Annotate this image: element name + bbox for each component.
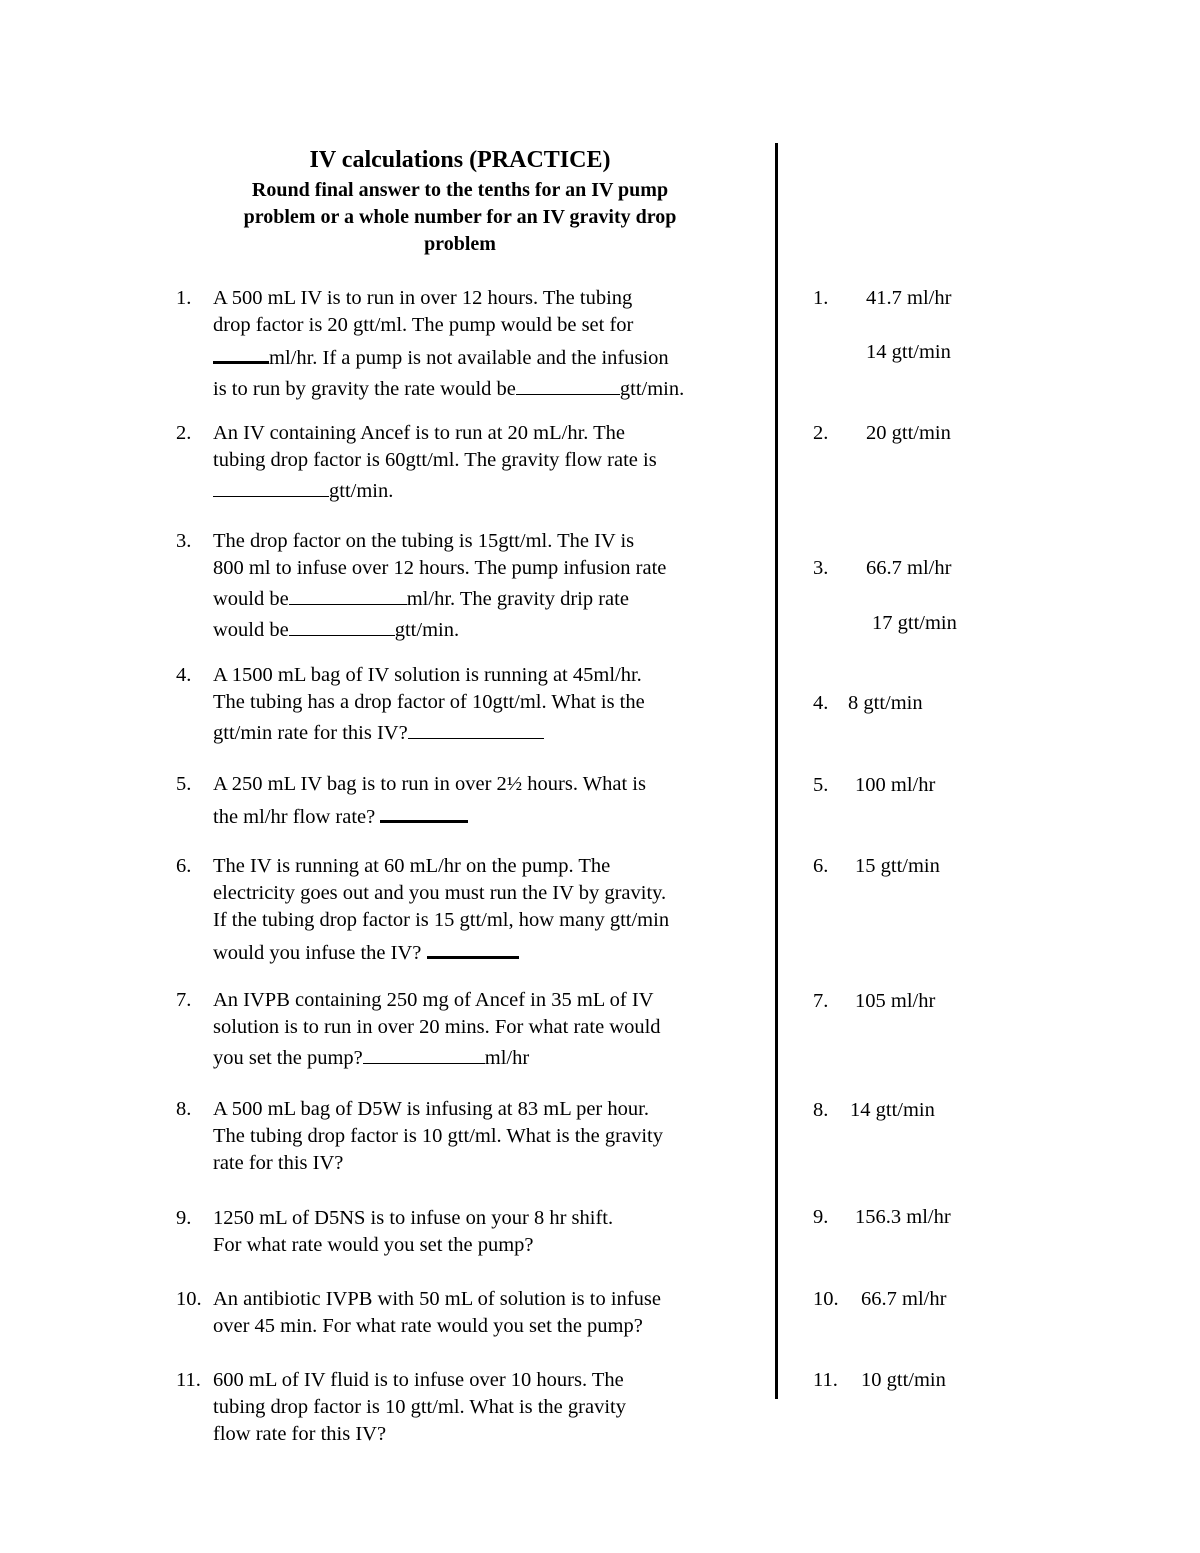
question-text-segment: gtt/min rate for this IV? [213, 722, 408, 744]
answer-value: 14 gtt/min [850, 1099, 935, 1121]
answer-value: 15 gtt/min [855, 855, 940, 877]
answer-value: 20 gtt/min [866, 422, 951, 444]
question-line [213, 372, 773, 403]
question-text-segment: tubing drop factor is 10 gtt/ml. What is the gravity [213, 1396, 626, 1418]
question-text [213, 853, 773, 967]
question-text-segment: gtt/min. [394, 619, 460, 641]
answer-value: 8 gtt/min [848, 692, 923, 714]
question-text-segment: rate for this IV? [213, 1152, 344, 1174]
answer-blank[interactable] [363, 1041, 485, 1064]
answer-value: 105 ml/hr [855, 990, 936, 1012]
question-text-segment: A 500 mL bag of D5W is infusing at 83 mL per hour. [213, 1098, 649, 1120]
answer-value: 14 gtt/min [866, 341, 951, 363]
question-line [213, 582, 773, 613]
question-line [213, 447, 773, 474]
subtitle-line: Round final answer to the tenths for an IV pump [251, 179, 669, 201]
answer-number: 10. [813, 1288, 839, 1310]
question-line [213, 987, 773, 1014]
question-text [213, 771, 773, 831]
question-line [213, 716, 773, 747]
question-text-segment: over 45 min. For what rate would you set the pump? [213, 1315, 643, 1337]
question-line [213, 853, 773, 880]
answer-blank[interactable] [408, 716, 544, 739]
question-text-segment: For what rate would you set the pump? [213, 1234, 534, 1256]
question-text-segment: 600 mL of IV fluid is to infuse over 10 hours. The [213, 1369, 624, 1391]
question-line [213, 1232, 773, 1259]
question-text-segment: The IV is running at 60 mL/hr on the pump. The [213, 855, 611, 877]
question-number: 7. [176, 989, 192, 1011]
answer-number: 11. [813, 1369, 838, 1391]
answer-number: 8. [813, 1099, 829, 1121]
question-text-segment: gtt/min. [619, 378, 685, 400]
question-text-segment: The tubing has a drop factor of 10gtt/ml. What is the [213, 691, 645, 713]
question-text [213, 1367, 773, 1448]
question-text-segment: 800 ml to infuse over 12 hours. The pump infusion rate [213, 557, 667, 579]
question-text [213, 987, 773, 1072]
question-line [213, 285, 773, 312]
page-title: IV calculations (PRACTICE) [309, 147, 611, 173]
question-text-segment: gtt/min. [329, 480, 394, 502]
question-line [213, 1150, 773, 1177]
answer-value: 100 ml/hr [855, 774, 936, 796]
question-text-segment: The tubing drop factor is 10 gtt/ml. What is the gravity [213, 1125, 663, 1147]
answer-blank[interactable] [427, 934, 519, 959]
answer-number: 9. [813, 1206, 829, 1228]
answer-value: 41.7 ml/hr [866, 287, 952, 309]
column-divider [775, 143, 778, 1399]
question-number: 6. [176, 855, 192, 877]
question-text-segment: flow rate for this IV? [213, 1423, 387, 1445]
question-line [213, 1367, 773, 1394]
answer-value: 17 gtt/min [872, 612, 957, 634]
question-text-segment: An IV containing Ancef is to run at 20 mL/hr. The [213, 422, 626, 444]
answer-number: 1. [813, 287, 829, 309]
question-line [213, 1205, 773, 1232]
subtitle-line: problem [424, 233, 496, 255]
question-line [213, 312, 773, 339]
question-line [213, 339, 773, 372]
question-number: 9. [176, 1207, 192, 1229]
question-text [213, 1205, 773, 1259]
question-text-segment: is to run by gravity the rate would be [213, 378, 516, 400]
question-text-segment: A 500 mL IV is to run in over 12 hours. The tubing [213, 287, 633, 309]
question-text [213, 1096, 773, 1177]
question-text-segment: would you infuse the IV? [213, 942, 427, 964]
question-text-segment: solution is to run in over 20 mins. For what rate would [213, 1016, 661, 1038]
question-line [213, 1123, 773, 1150]
worksheet-header [170, 143, 750, 258]
question-text-segment: The drop factor on the tubing is 15gtt/ml. The IV is [213, 530, 635, 552]
question-line [213, 555, 773, 582]
question-line [213, 1096, 773, 1123]
question-line [213, 662, 773, 689]
question-line [213, 1421, 773, 1448]
answer-number: 2. [813, 422, 829, 444]
question-line [213, 880, 773, 907]
answer-blank[interactable] [289, 582, 407, 605]
question-text-segment: ml/hr [484, 1047, 530, 1069]
question-text [213, 662, 773, 747]
question-text-segment: A 250 mL IV bag is to run in over 2½ hours. What is [213, 773, 646, 795]
answer-blank[interactable] [516, 372, 620, 395]
answer-blank[interactable] [213, 339, 269, 364]
question-line [213, 474, 773, 505]
question-text [213, 285, 773, 403]
question-text [213, 420, 773, 505]
answer-value: 156.3 ml/hr [855, 1206, 951, 1228]
answer-value: 66.7 ml/hr [861, 1288, 947, 1310]
question-line [213, 798, 773, 831]
question-number: 8. [176, 1098, 192, 1120]
question-text-segment: the ml/hr flow rate? [213, 806, 381, 828]
answer-number: 4. [813, 692, 829, 714]
question-line [213, 934, 773, 967]
answer-value: 10 gtt/min [861, 1369, 946, 1391]
question-line [213, 528, 773, 555]
question-line [213, 907, 773, 934]
question-number: 11. [176, 1369, 201, 1391]
question-line [213, 771, 773, 798]
answer-value: 66.7 ml/hr [866, 557, 952, 579]
answer-number: 7. [813, 990, 829, 1012]
question-line [213, 1394, 773, 1421]
answer-blank[interactable] [289, 613, 395, 636]
question-number: 4. [176, 664, 192, 686]
question-text-segment: An antibiotic IVPB with 50 mL of solution is to infuse [213, 1288, 661, 1310]
question-text-segment: you set the pump? [213, 1047, 363, 1069]
question-line [213, 1313, 773, 1340]
answer-number: 3. [813, 557, 829, 579]
question-text-segment: ml/hr. The gravity drip rate [406, 588, 629, 610]
answer-blank[interactable] [380, 798, 468, 823]
question-line [213, 689, 773, 716]
answer-number: 5. [813, 774, 829, 796]
question-line [213, 1286, 773, 1313]
question-text [213, 528, 773, 644]
question-line [213, 1041, 773, 1072]
question-text-segment: drop factor is 20 gtt/ml. The pump would be set for [213, 314, 634, 336]
question-text [213, 1286, 773, 1340]
answer-number: 6. [813, 855, 829, 877]
question-text-segment: A 1500 mL bag of IV solution is running at 45ml/hr. [213, 664, 642, 686]
question-text-segment: An IVPB containing 250 mg of Ancef in 35 mL of IV [213, 989, 654, 1011]
question-number: 5. [176, 773, 192, 795]
question-line [213, 613, 773, 644]
question-text-segment: If the tubing drop factor is 15 gtt/ml, how many gtt/min [213, 909, 670, 931]
question-number: 3. [176, 530, 192, 552]
answer-blank[interactable] [213, 474, 329, 497]
question-text-segment: would be [213, 619, 289, 641]
question-text-segment: electricity goes out and you must run the IV by gravity. [213, 882, 667, 904]
subtitle-line: problem or a whole number for an IV gravity drop [243, 206, 677, 228]
question-text-segment: tubing drop factor is 60gtt/ml. The gravity flow rate is [213, 449, 657, 471]
question-text-segment: 1250 mL of D5NS is to infuse on your 8 hr shift. [213, 1207, 614, 1229]
question-line [213, 420, 773, 447]
question-number: 2. [176, 422, 192, 444]
question-number: 10. [176, 1288, 202, 1310]
question-text-segment: would be [213, 588, 289, 610]
question-number: 1. [176, 287, 192, 309]
question-line [213, 1014, 773, 1041]
question-text-segment: ml/hr. If a pump is not available and the infusion [269, 347, 669, 369]
